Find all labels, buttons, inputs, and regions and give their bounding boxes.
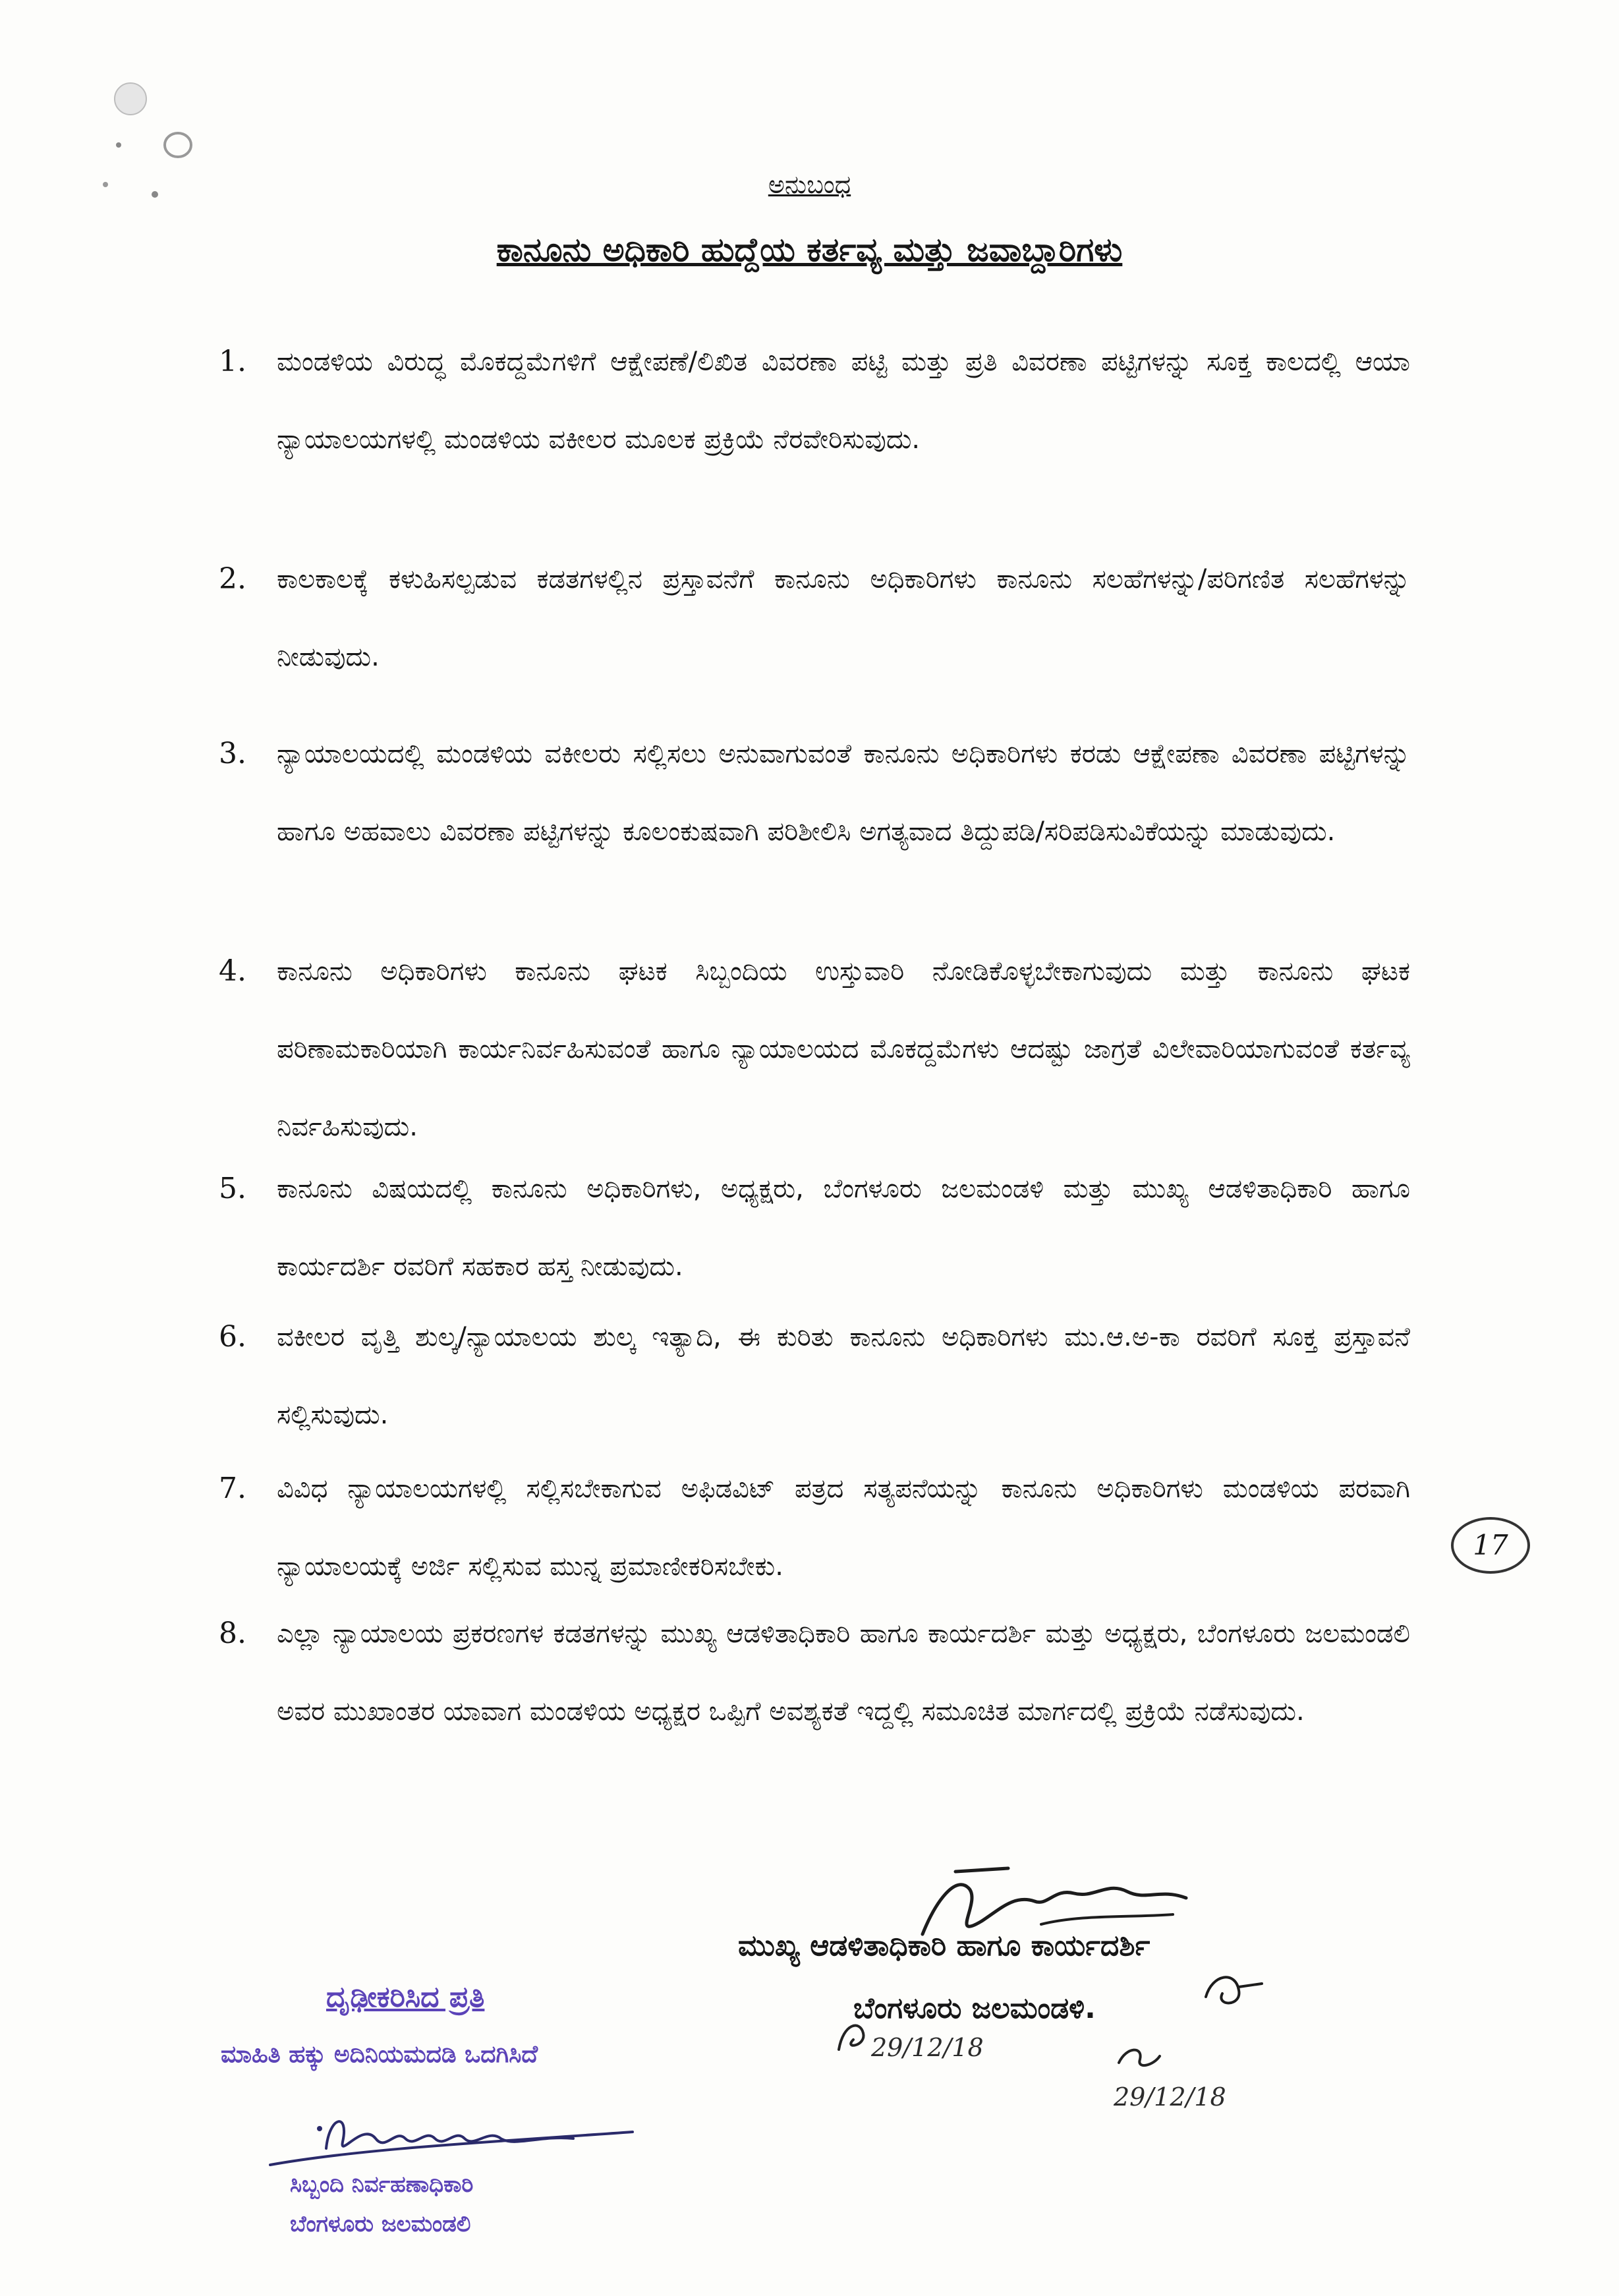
list-item xyxy=(219,1595,1410,1750)
date-initials-left xyxy=(834,2017,873,2056)
list-item xyxy=(219,715,1410,871)
item-text: ವಿವಿಧ ನ್ಯಾಯಾಲಯಗಳಲ್ಲಿ ಸಲ್ಲಿಸಬೇಕಾಗುವ ಅಫಿಡವಿಟ್ ಪತ್ರದ ಸತ್ಯಪನೆಯನ್ನು ಕಾನೂನು ಅಧಿಕಾರಿಗಳು ಮಂಡಳಿಯ ಪರವಾಗಿ ನ್ಯಾಯಾಲಯಕ್ಕೆ ಅರ್ಜಿ ಸಲ್ಲಿಸುವ ಮುನ್ನ ಪ್ರಮಾಣೀಕರಿಸಬೇಕು. xyxy=(277,1474,1410,1582)
list-item xyxy=(219,323,1410,478)
handwritten-date-2: 29/12/18 xyxy=(1114,2082,1226,2111)
item-number: 1. xyxy=(219,345,246,378)
item-number: 3. xyxy=(219,737,246,770)
signature-scribble xyxy=(909,1862,1252,1967)
item-text: ಕಾನೂನು ವಿಷಯದಲ್ಲಿ ಕಾನೂನು ಅಧಿಕಾರಿಗಳು, ಅಧ್ಯಕ್ಷರು, ಬೆಂಗಳೂರು ಜಲಮಂಡಳಿ ಮತ್ತು ಮುಖ್ಯ ಆಡಳಿತಾಧಿಕಾರಿ ಹಾಗೂ ಕಾರ್ಯದರ್ಶಿ ರವರಿಗೆ ಸಹಕಾರ ಹಸ್ತ ನೀಡುವುದು. xyxy=(277,1174,1410,1282)
item-text: ಕಾನೂನು ಅಧಿಕಾರಿಗಳು ಕಾನೂನು ಘಟಕ ಸಿಬ್ಬಂದಿಯ ಉಸ್ತುವಾರಿ ನೋಡಿಕೊಳ್ಳಬೇಕಾಗುವುದು ಮತ್ತು ಕಾನೂನು ಘಟಕ ಪರಿಣಾಮಕಾರಿಯಾಗಿ ಕಾರ್ಯನಿರ್ವಹಿಸುವಂತೆ ಹಾಗೂ ನ್ಯಾಯಾಲಯದ ಮೊಕದ್ದಮೆಗಳು ಆದಷ್ಟು ಜಾಗ್ರತೆ ವಿಲೇವಾರಿಯಾಗುವಂತೆ ಕರ್ತವ್ಯ ನಿರ್ವಹಿಸುವುದು. xyxy=(277,956,1410,1142)
item-number: 4. xyxy=(219,954,246,988)
item-text: ನ್ಯಾಯಾಲಯದಲ್ಲಿ ಮಂಡಳಿಯ ವಕೀಲರು ಸಲ್ಲಿಸಲು ಅನುವಾಗುವಂತೆ ಕಾನೂನು ಅಧಿಕಾರಿಗಳು ಕರಡು ಆಕ್ಷೇಪಣಾ ವಿವರಣಾ ಪಟ್ಟಿಗಳನ್ನು ಹಾಗೂ ಅಹವಾಲು ವಿವರಣಾ ಪಟ್ಟಿಗಳನ್ನು ಕೂಲಂಕುಷವಾಗಿ ಪರಿಶೀಲಿಸಿ ಅಗತ್ಯವಾದ ತಿದ್ದುಪಡಿ/ಸರಿಪಡಿಸುವಿಕೆಯನ್ನು ಮಾಡುವುದು. xyxy=(277,739,1410,847)
document-title: ಕಾನೂನು ಅಧಿಕಾರಿ ಹುದ್ದೆಯ ಕರ್ತವ್ಯ ಮತ್ತು ಜವಾಬ್ದಾರಿಗಳು xyxy=(496,231,1123,269)
date-initials-right xyxy=(1114,2036,1166,2076)
item-text: ಕಾಲಕಾಲಕ್ಕೆ ಕಳುಹಿಸಲ್ಪಡುವ ಕಡತಗಳಲ್ಲಿನ ಪ್ರಸ್ತಾವನೆಗೆ ಕಾನೂನು ಅಧಿಕಾರಿಗಳು ಕಾನೂನು ಸಲಹೆಗಳನ್ನು/ಪರಿಗಣಿತ ಸಲಹೆಗಳನ್ನು ನೀಡುವುದು. xyxy=(277,564,1410,672)
officer-signature xyxy=(264,2102,646,2175)
initials-scribble xyxy=(1199,1967,1272,2013)
list-item xyxy=(219,933,1410,1166)
item-text: ವಕೀಲರ ವೃತ್ತಿ ಶುಲ್ಕ/ನ್ಯಾಯಾಲಯ ಶುಲ್ಕ ಇತ್ಯಾದಿ, ಈ ಕುರಿತು ಕಾನೂನು ಅಧಿಕಾರಿಗಳು ಮು.ಆ.ಅ-ಕಾ ರವರಿಗೆ ಸೂಕ್ತ ಪ್ರಸ್ತಾವನೆ ಸಲ್ಲಿಸುವುದು. xyxy=(277,1322,1410,1430)
item-number: 8. xyxy=(219,1617,246,1650)
item-number: 6. xyxy=(219,1320,246,1354)
stamp-office-name: ಬೆಂಗಳೂರು ಜಲಮಂಡಲಿ xyxy=(290,2211,471,2237)
attested-copy-stamp: ದೃಢೀಕರಿಸಿದ ಪ್ರತಿ xyxy=(326,1980,485,2014)
handwritten-date-1: 29/12/18 xyxy=(871,2033,984,2062)
signatory-designation: ಮುಖ್ಯ ಆಡಳಿತಾಧಿಕಾರಿ ಹಾಗೂ ಕಾರ್ಯದರ್ಶಿ xyxy=(738,1929,1150,1963)
item-text: ಎಲ್ಲಾ ನ್ಯಾಯಾಲಯ ಪ್ರಕರಣಗಳ ಕಡತಗಳನ್ನು ಮುಖ್ಯ ಆಡಳಿತಾಧಿಕಾರಿ ಹಾಗೂ ಕಾರ್ಯದರ್ಶಿ ಮತ್ತು ಅಧ್ಯಕ್ಷರು, ಬೆಂಗಳೂರು ಜಲಮಂಡಲಿ ಅವರ ಮುಖಾಂತರ ಯಾವಾಗ ಮಂಡಳಿಯ ಅಧ್ಯಕ್ಷರ ಒಪ್ಪಿಗೆ ಅವಶ್ಯಕತೆ ಇದ್ದಲ್ಲಿ ಸಮೂಚಿತ ಮಾರ್ಗದಲ್ಲಿ ಪ್ರಕ್ರಿಯೆ ನಡೆಸುವುದು. xyxy=(277,1619,1410,1727)
item-number: 2. xyxy=(219,562,246,596)
handwritten-page-number: 17 xyxy=(1451,1517,1530,1574)
list-item xyxy=(219,1450,1410,1605)
item-number: 5. xyxy=(219,1172,246,1205)
list-item xyxy=(219,1298,1410,1454)
list-item xyxy=(219,1150,1410,1306)
item-number: 7. xyxy=(219,1472,246,1505)
rti-stamp: ಮಾಹಿತಿ ಹಕ್ಕು ಅದಿನಿಯಮದಡಿ ಒದಗಿಸಿದೆ xyxy=(221,2041,538,2068)
list-item xyxy=(219,540,1410,696)
item-text: ಮಂಡಳಿಯ ವಿರುದ್ಧ ಮೊಕದ್ದಮೆಗಳಿಗೆ ಆಕ್ಷೇಪಣೆ/ಲಿಖಿತ ವಿವರಣಾ ಪಟ್ಟಿ ಮತ್ತು ಪ್ರತಿ ವಿವರಣಾ ಪಟ್ಟಿಗಳನ್ನು ಸೂಕ್ತ ಕಾಲದಲ್ಲಿ ಆಯಾ ನ್ಯಾಯಾಲಯಗಳಲ್ಲಿ ಮಂಡಳಿಯ ವಕೀಲರ ಮೂಲಕ ಪ್ರಕ್ರಿಯೆ ನೆರವೇರಿಸುವುದು. xyxy=(277,347,1410,455)
signatory-office: ಬೆಂಗಳೂರು ಜಲಮಂಡಳಿ. xyxy=(853,1992,1096,2025)
stamp-officer-title: ಸಿಬ್ಬಂದಿ ನಿರ್ವಹಣಾಧಿಕಾರಿ xyxy=(290,2171,474,2198)
annex-heading: ಅನುಬಂಧ xyxy=(768,170,851,199)
